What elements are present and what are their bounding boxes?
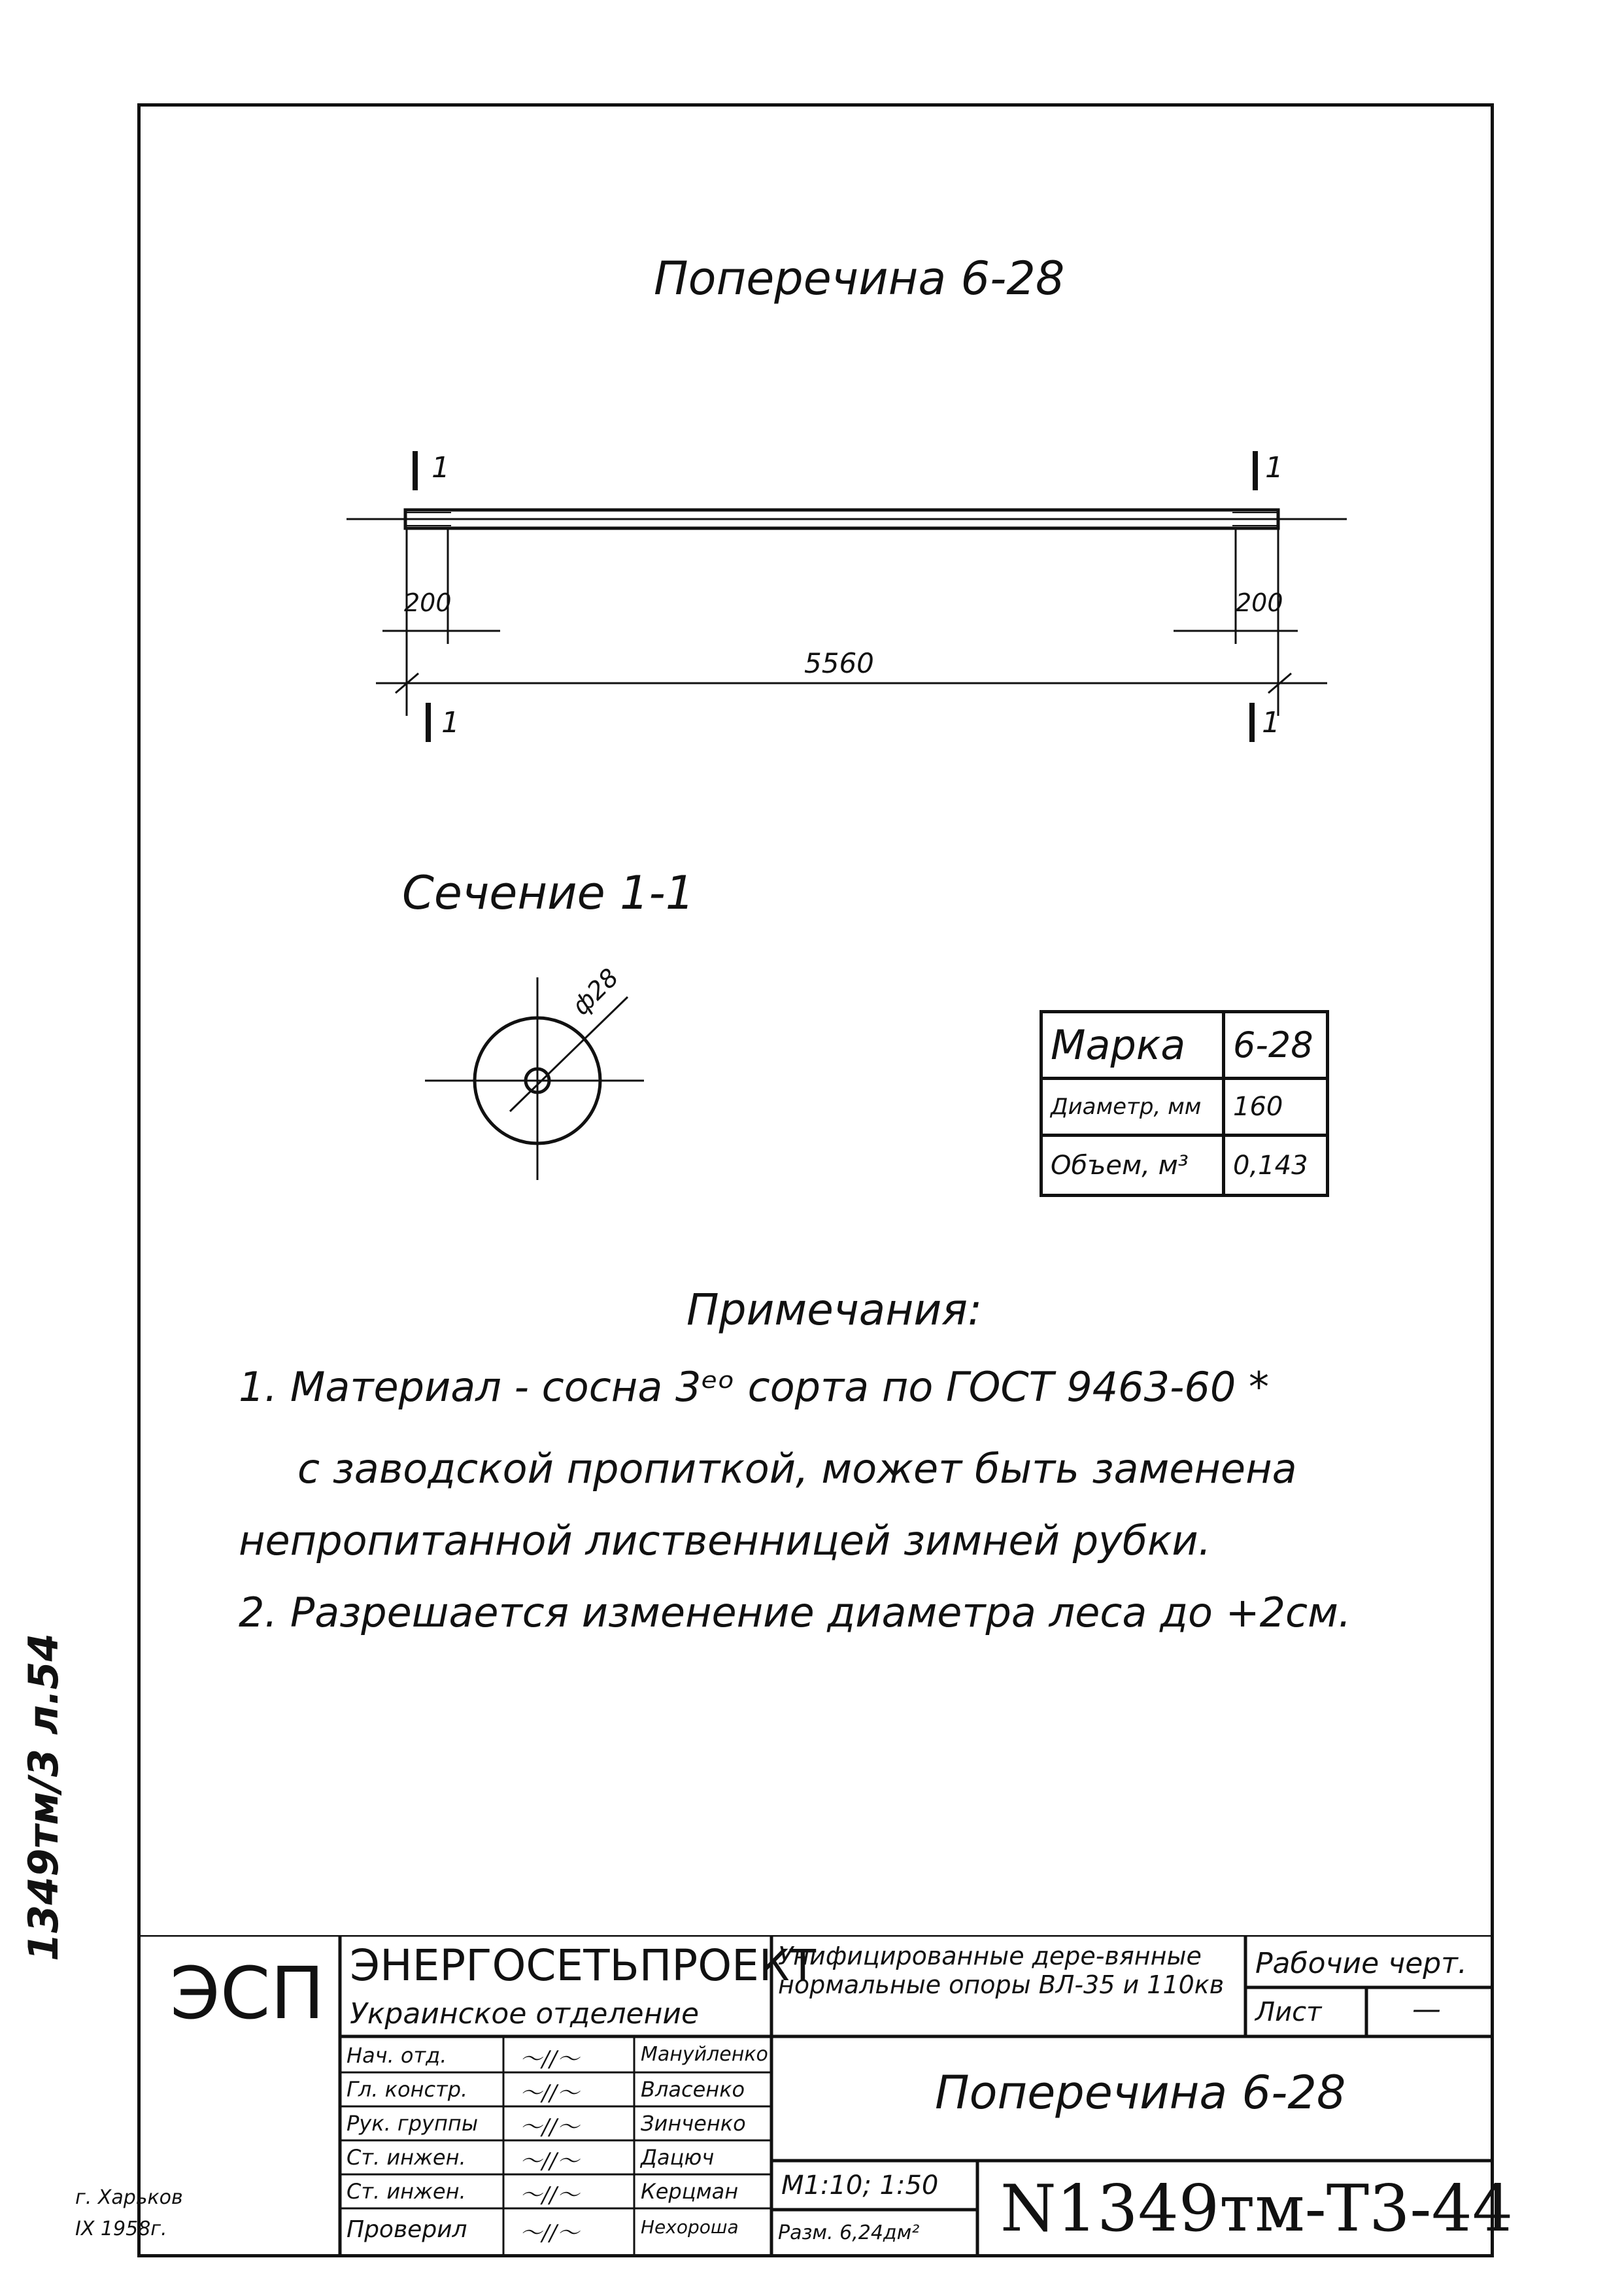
role-label: Гл. констр. [347,2077,468,2102]
hole-diameter-label: ф28 [566,962,624,1021]
drawing-title: Поперечина 6-28 [654,252,1065,305]
role-name: Нехороша [641,2216,739,2238]
section-mark-label: 1 [1262,706,1280,739]
note-line: с заводской пропиткой, может быть заменена [297,1445,1297,1493]
role-name: Власенко [641,2077,745,2102]
role-name: Мануйленко [641,2043,768,2066]
dimension-label-right: 200 [1236,588,1283,617]
table-row [1041,1136,1328,1196]
scale: М1:10; 1:50 [781,2170,939,2201]
notes-title: Примечания: [686,1285,983,1335]
section-mark-label: 1 [1265,451,1283,484]
document-number: N1349тм-Т3-44 [1000,2172,1514,2246]
archive-side-label: 1349тм/3 л.54 [20,1633,67,1961]
role-name: Зинченко [641,2111,746,2136]
role-label: Проверил [347,2216,467,2243]
drawing-title-stamp: Поперечина 6-28 [935,2066,1346,2119]
sheet-size: Разм. 6,24дм² [778,2221,920,2244]
signature: ～∕∕～ [520,2046,579,2072]
table-cell-label: Марка [1041,1012,1224,1079]
table-row [1041,1079,1328,1136]
sheet-label: Лист [1255,1997,1322,2027]
city: г. Харьков [75,2186,183,2209]
note-line: непропитанной лиственницей зимней рубки. [239,1517,1211,1564]
signature: ～∕∕～ [520,2114,579,2140]
note-line: 1. Материал - сосна 3ᵉᵒ сорта по ГОСТ 9463-60 * [239,1363,1270,1411]
role-label: Ст. инжен. [347,2145,466,2170]
role-name: Дацюч [641,2145,715,2170]
dimension-label-total: 5560 [804,647,874,679]
role-name: Керцман [641,2179,739,2204]
table-cell-value: 6-28 [1224,1012,1328,1079]
date: IX 1958г. [75,2218,167,2240]
role-label: Нач. отд. [347,2043,447,2068]
table-cell-value: 160 [1224,1079,1328,1136]
section-mark-label: 1 [431,451,450,484]
doc-kind: Рабочие черт. [1255,1947,1467,1980]
table-cell-value: 0,143 [1224,1136,1328,1196]
signature: ～∕∕～ [520,2080,579,2106]
signature: ～∕∕～ [520,2182,579,2208]
table-row [1041,1012,1328,1079]
table-cell-label: Объем, м³ [1041,1136,1224,1196]
signature: ～∕∕～ [520,2148,579,2174]
sheet-value: — [1412,1993,1441,2026]
role-label: Ст. инжен. [347,2179,466,2204]
dimension-label-left: 200 [404,588,452,617]
section-mark-label: 1 [441,706,460,739]
org-dept: Украинское отделение [350,1997,700,2031]
marka-table [1040,1010,1329,1197]
section-title: Сечение 1-1 [402,866,695,920]
signature: ～∕∕～ [520,2220,579,2246]
org-name: ЭНЕРГОСЕТЬПРОЕКТ [350,1940,817,1991]
role-label: Рук. группы [347,2111,479,2136]
hole-leader [510,997,628,1111]
note-line: 2. Разрешается изменение диаметра леса до +2см. [239,1589,1351,1636]
project-title: Унифицированные дере-вянные нормальные опоры ВЛ-35 и 110кв [778,1942,1225,1999]
title-block [75,1935,1514,2257]
table-cell-label: Диаметр, мм [1041,1079,1224,1136]
org-short: ЭСП [170,1951,325,2035]
